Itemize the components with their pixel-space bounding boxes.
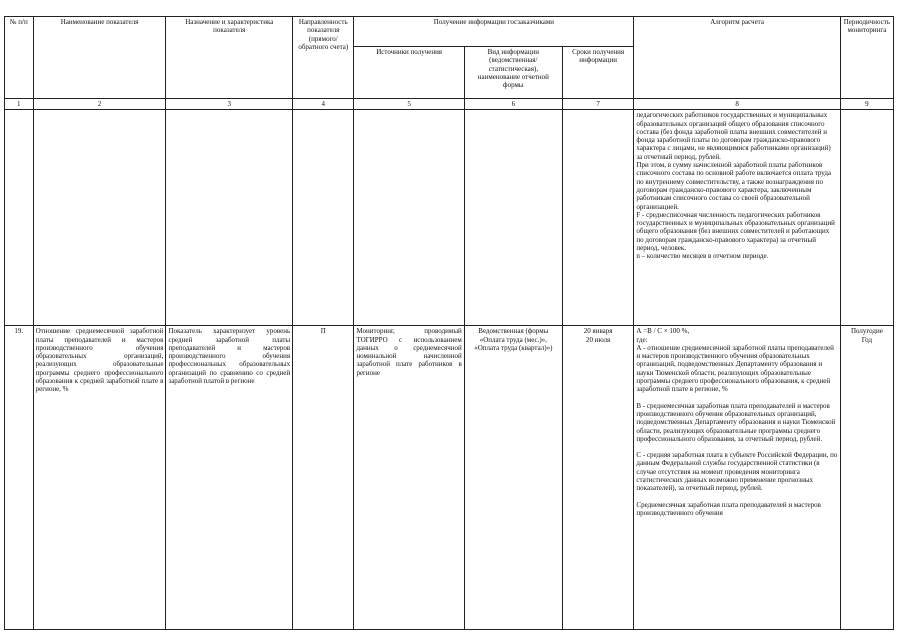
algorithm-cell (634, 326, 840, 630)
monitoring-period: Полугодие Год (840, 326, 893, 630)
header-algorithm: Алгоритм расчета (634, 17, 840, 99)
column-number: 2 (33, 99, 166, 110)
table-row-19 (5, 326, 894, 630)
column-number: 1 (5, 99, 34, 110)
header-purpose: Назначение и характеристика показателя (166, 17, 293, 99)
indicator-name: Отношение среднемесячной заработной платы преподавателей и мастеров производственного обучения образовательных организаций, реализующих образовательные программы среднего профессионального образования к средней заработной плате в регионе, % (33, 326, 166, 630)
header-info-group: Получение информации госзаказчиками (354, 17, 634, 47)
info-type: Ведомственная (формы «Оплата труда (мес.)», «Оплата труда (квартал)») (464, 326, 562, 630)
column-number: 9 (840, 99, 893, 110)
algorithm-formula: А =В / С × 100 %, (636, 327, 690, 336)
header-terms: Сроки получения информации (562, 47, 634, 99)
indicator-purpose: Показатель характеризует уровень средней заработной платы преподавателей и мастеров производственного обучения профессиональных образовательных организаций по сравнению со средней заработной платой в регионе (166, 326, 293, 630)
algorithm-def-c: С - средняя заработная плата в субъекте Российской Федерации, по данным Федеральной службы государственной статистики (в случае отсутствия на момент проведения мониторинга статистических данных возможно применение прогнозных показателей), за отчетный период, рублей. (636, 451, 838, 493)
column-number: 3 (166, 99, 293, 110)
algorithm-cell-continued: педагогических работников государственных и муниципальных образовательных организаций общего образования списочного состава (без фонда заработной платы внешних совместителей и фонда заработной платы по договорам гражданско-правового характера с лицами, не являющимися работниками организаций) за отчетный период, рублей. При этом, в сумму начисленной заработной платы работников списочного состава по основной работе включается оплата труда по внутреннему совместительству, а также вознаграждения по договорам гражданско-правового характера, заключенным работникам списочного состава со своей образовательной организацией. F - среднесписочная численность педагогических работников государственных и муниципальных образовательных организаций общего образования (без внешних совместителей и работающих по договорам гражданско-правового характера) за отчетный период, человек. n – количество месяцев в отчетном периоде. (634, 110, 840, 326)
header-direction: Направленность показателя (прямого/обратного счета) (293, 17, 354, 99)
info-source: Мониторинг, проводимый ТОГИРРО с использованием данных о среднемесячной номинальной начисленной заработной плате работников в регионе (354, 326, 464, 630)
column-number-row (5, 99, 894, 110)
indicator-direction: П (293, 326, 354, 630)
table-row-continuation (5, 110, 894, 326)
column-number: 4 (293, 99, 354, 110)
header-period: Периодичность мониторинга (840, 17, 893, 99)
info-terms: 20 января 20 июля (562, 326, 634, 630)
row-number: 19. (5, 326, 34, 630)
column-number: 5 (354, 99, 464, 110)
header-sources: Источники получения (354, 47, 464, 99)
algorithm-def-b: В - среднемесячная заработная плата преподавателей и мастеров производственного обучения образовательных организаций, подведомственных Департаменту образования и науки Тюменской области, реализующих образовательные программы среднего профессионального образования, за отчетный период, рублей. (636, 401, 836, 443)
algorithm-tail: Среднемесячная заработная плата преподавателей и мастеров производственного обучения (636, 500, 821, 517)
header-num: № п/п (5, 17, 34, 99)
column-number: 7 (562, 99, 634, 110)
algorithm-where: где: (636, 335, 648, 344)
algorithm-def-a: А - отношение среднемесячной заработной платы преподавателей и мастеров производственного обучения образовательных организаций, подведомственных Департаменту образования и науки Тюменской области, реализующих образовательные программы среднего профессионального образования, к средней заработной плате в регионе, % (636, 343, 834, 394)
column-number: 6 (464, 99, 562, 110)
indicator-table (4, 16, 894, 630)
column-number: 8 (634, 99, 840, 110)
header-name: Наименование показателя (33, 17, 166, 99)
header-info-type: Вид информации (ведомственная/статистическая), наименование отчетной формы (464, 47, 562, 99)
